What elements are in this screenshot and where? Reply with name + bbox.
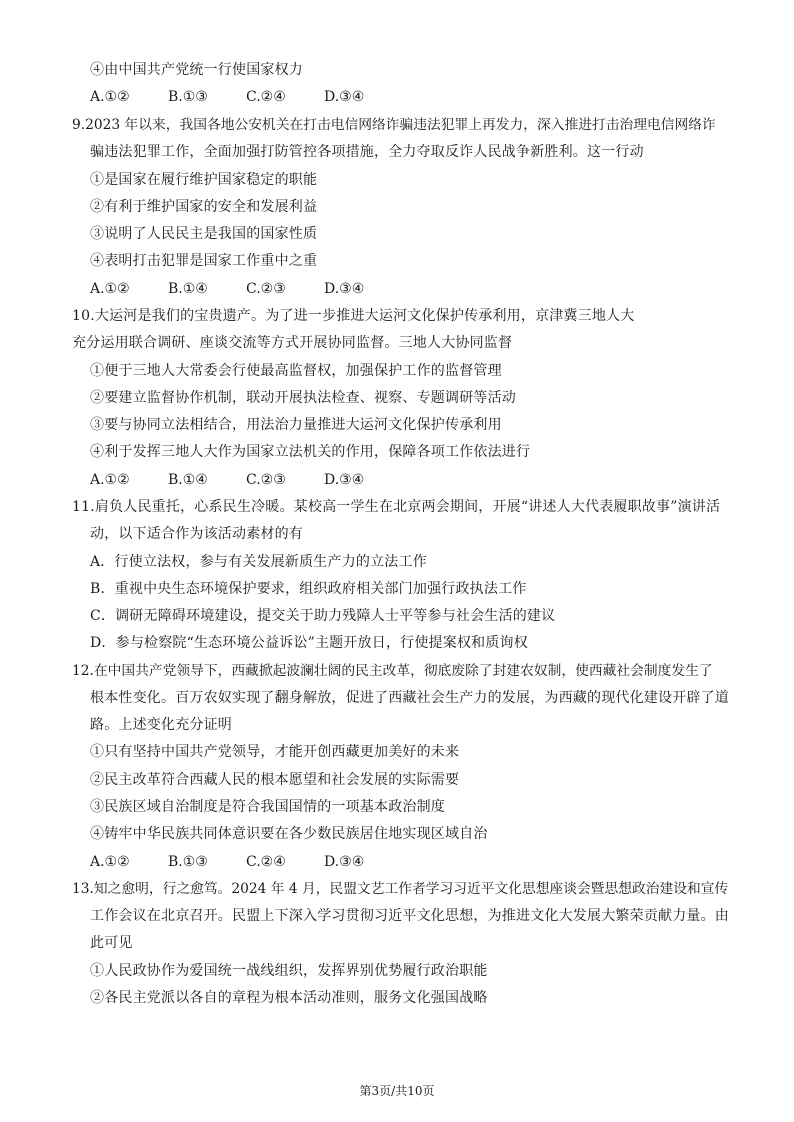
choice-d: D.③④ (324, 89, 365, 105)
q10-item-4: ④利于发挥三地人大作为国家立法机关的作用，保障各项工作依法进行 (90, 444, 531, 460)
q13-item-1: ①人民政协作为爱国统一战线组织，发挥界别优势履行政治职能 (90, 963, 488, 979)
q9-stem-line-1: 9.2023 年以来，我国各地公安机关在打击电信网络诈骗违法犯罪上再发力，深入推进打击治理电信网络诈 (72, 117, 716, 133)
choice-a: A.①② (90, 472, 130, 488)
q8-item-4: ④由中国共产党统一行使国家权力 (90, 62, 303, 78)
q12-stem-line-1: 12.在中国共产党领导下，西藏掀起波澜壮阔的民主改革，彻底废除了封建农奴制，使西藏社会制度发生了 (72, 663, 713, 679)
q11-option-b: B．重视中央生态环境保护要求，组织政府相关部门加强行政执法工作 (90, 581, 527, 597)
q13-stem-line-2: 工作会议在北京召开。民盟上下深入学习贯彻习近平文化思想，为推进文化大发展大繁荣贡献力量。由 (90, 908, 729, 924)
choice-a: A.①② (90, 89, 130, 105)
q12-stem-line-3: 路。上述变化充分证明 (90, 717, 232, 733)
choice-b: B.①④ (168, 472, 208, 488)
q10-stem-line-2: 充分运用联合调研、座谈交流等方式开展协同监督。三地人大协同监督 (72, 335, 513, 351)
q10-choices (90, 470, 402, 490)
q12-item-1: ①只有坚持中国共产党领导，才能开创西藏更加美好的未来 (90, 744, 460, 760)
q10-item-3: ③要与协同立法相结合，用法治力量推进大运河文化保护传承利用 (90, 417, 502, 433)
choice-c: C.②③ (246, 281, 286, 297)
q8-choices (90, 87, 402, 107)
q13-item-2: ②各民主党派以各自的章程为根本活动准则，服务文化强国战略 (90, 990, 488, 1006)
choice-d: D.③④ (324, 472, 365, 488)
q11-option-a: A．行使立法权，参与有关发展新质生产力的立法工作 (90, 554, 427, 570)
choice-b: B.①③ (168, 89, 208, 105)
q13-stem-line-1: 13.知之愈明，行之愈笃。2024 年 4 月，民盟文艺工作者学习习近平文化思想座谈会暨思想政治建设和宣传 (72, 881, 729, 897)
q12-item-2: ②民主改革符合西藏人民的根本愿望和社会发展的实际需要 (90, 772, 460, 788)
page-number: 第3页/共10页 (359, 1084, 435, 1098)
choice-d: D.③④ (324, 281, 365, 297)
q13-stem-line-3: 此可见 (90, 935, 133, 951)
q9-item-2: ②有利于维护国家的安全和发展利益 (90, 199, 318, 215)
q12-item-3: ③民族区域自治制度是符合我国国情的一项基本政治制度 (90, 799, 445, 815)
choice-d: D.③④ (324, 854, 365, 870)
choice-b: B.①④ (168, 281, 208, 297)
choice-b: B.①③ (168, 854, 208, 870)
choice-c: C.②③ (246, 472, 286, 488)
choice-c: C.②④ (246, 89, 286, 105)
q12-stem-line-2: 根本性变化。百万农奴实现了翻身解放，促进了西藏社会生产力的发展，为西藏的现代化建设开辟了道 (90, 690, 729, 706)
q9-choices (90, 279, 402, 299)
q9-stem-line-2: 骗违法犯罪工作，全面加强打防管控各项措施，全力夺取反诈人民战争新胜利。这一行动 (90, 144, 644, 160)
q10-item-1: ①便于三地人大常委会行使最高监督权，加强保护工作的监督管理 (90, 363, 502, 379)
choice-c: C.②④ (246, 854, 286, 870)
choice-a: A.①② (90, 854, 130, 870)
choice-a: A.①② (90, 281, 130, 297)
q10-stem-line-1: 10.大运河是我们的宝贵遗产。为了进一步推进大运河文化保护传承利用，京津冀三地人大 (72, 308, 635, 324)
q11-option-c: C．调研无障碍环境建设，提交关于助力残障人士平等参与社会生活的建议 (90, 608, 556, 624)
q12-item-4: ④铸牢中华民族共同体意识要在各少数民族居住地实现区域自治 (90, 826, 488, 842)
q11-option-d: D．参与检察院“生态环境公益诉讼”主题开放日，行使提案权和质询权 (90, 635, 528, 651)
q9-item-1: ①是国家在履行维护国家稳定的职能 (90, 172, 318, 188)
q11-stem-line-2: 动，以下适合作为该活动素材的有 (90, 526, 303, 542)
q12-choices (90, 852, 402, 872)
q10-item-2: ②要建立监督协作机制，联动开展执法检查、视察、专题调研等活动 (90, 390, 516, 406)
q11-stem-line-1: 11.肩负人民重托，心系民生冷暖。某校高一学生在北京两会期间，开展“讲述人大代表履职故事”演讲活 (72, 499, 721, 515)
q9-item-4: ④表明打击犯罪是国家工作重中之重 (90, 253, 318, 269)
q9-item-3: ③说明了人民民主是我国的国家性质 (90, 226, 318, 242)
